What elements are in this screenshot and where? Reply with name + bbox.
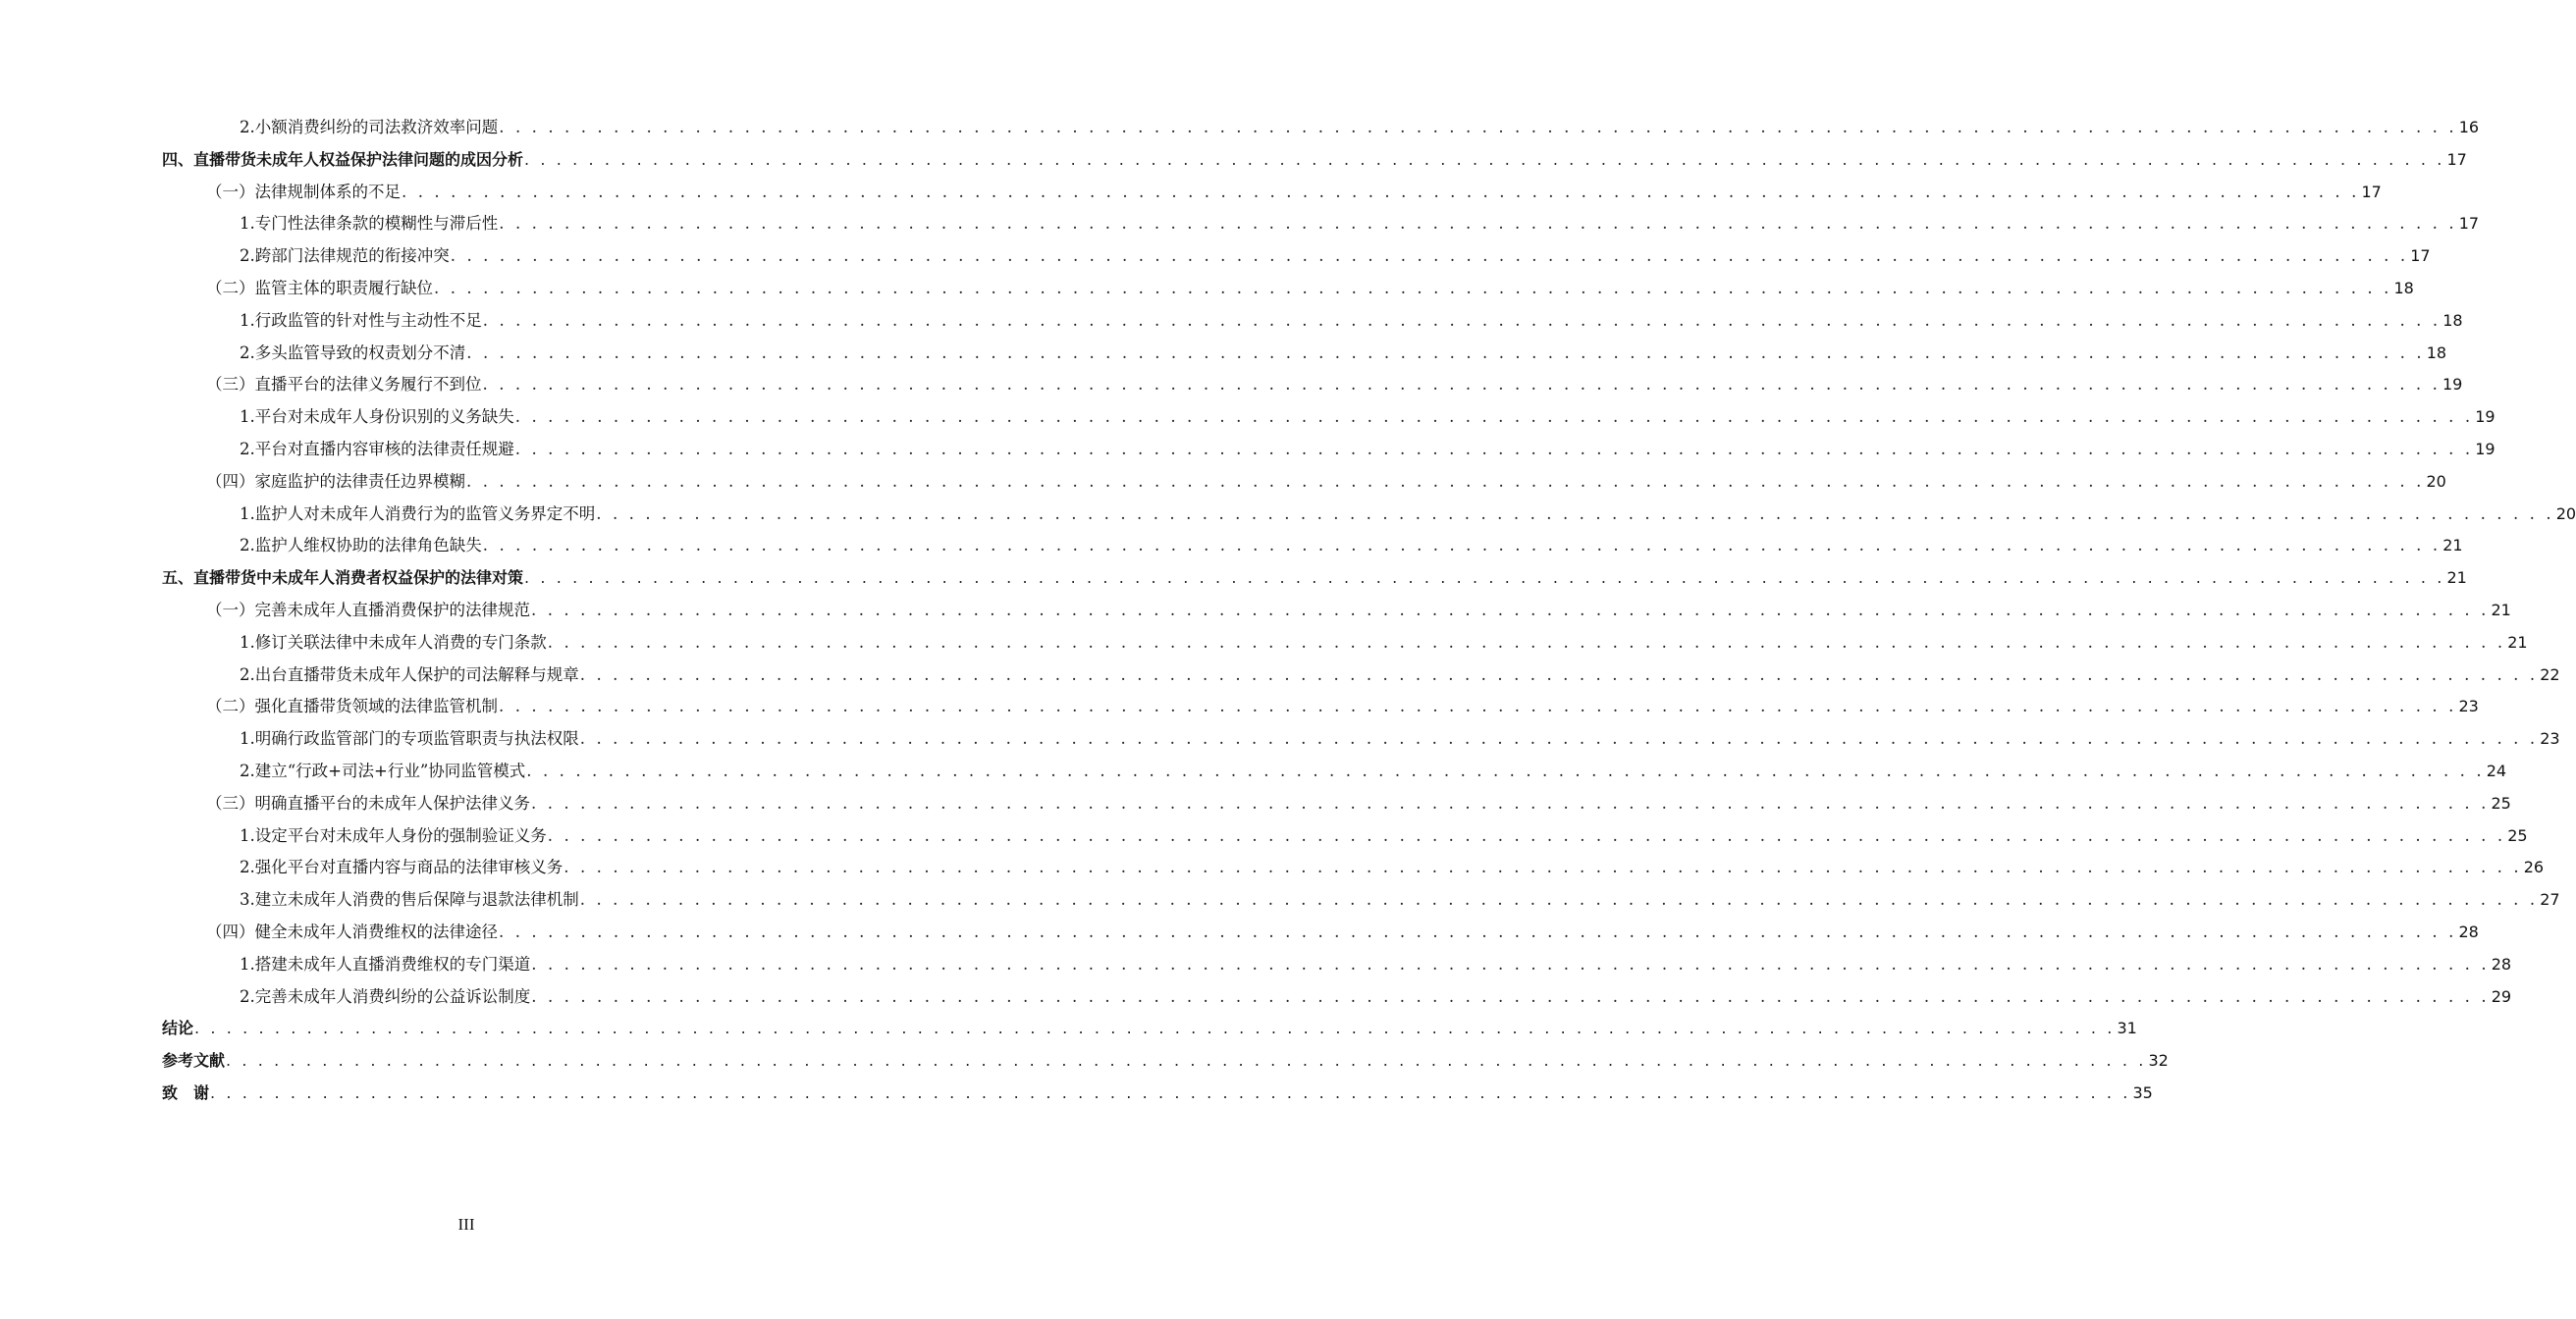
toc-dot-leader: . . . . . . . . . . . . . . . . . . . . . . . . . . . . . . . . . . . . . . . . . . . . . . . . . . . . . . . . . . . . . . . . . . . . . . . . . . . . . . . . . . . . . . . . . . . . . . . . . . . . . . . . . . . . . . . . . . . . . . . . [226, 1051, 2147, 1071]
toc-entry-title: 1.修订关联法律中未成年人消费的专门条款 [240, 632, 547, 652]
toc-dot-leader: . . . . . . . . . . . . . . . . . . . . . . . . . . . . . . . . . . . . . . . . . . . . . . . . . . . . . . . . . . . . . . . . . . . . . . . . . . . . . . . . . . . . . . . . . . . . . . . . . . . . . . . . . . . . . . . . . . . . . . . . [450, 246, 2409, 266]
toc-entry-title: 结论 [162, 1019, 194, 1038]
toc-entry[interactable] [240, 945, 2512, 975]
toc-entry-page-number: 25 [2507, 825, 2528, 845]
toc-entry-title: 1.监护人对未成年人消费行为的监管义务界定不明 [240, 503, 596, 523]
toc-entry-title: 2.小额消费纠纷的司法救济效率问题 [240, 118, 499, 136]
toc-dot-leader: . . . . . . . . . . . . . . . . . . . . . . . . . . . . . . . . . . . . . . . . . . . . . . . . . . . . . . . . . . . . . . . . . . . . . . . . . . . . . . . . . . . . . . . . . . . . . . . . . . . . . . . . . . . . . . . . . . . . . . . . [564, 858, 2522, 877]
toc-entry[interactable] [240, 430, 2496, 459]
toc-entry-page-number: 17 [2446, 149, 2467, 169]
toc-dot-leader: . . . . . . . . . . . . . . . . . . . . . . . . . . . . . . . . . . . . . . . . . . . . . . . . . . . . . . . . . . . . . . . . . . . . . . . . . . . . . . . . . . . . . . . . . . . . . . . . . . . . . . . . . . . . . . . . . . . . . . . . [547, 825, 2506, 845]
toc-entry-title: 1.平台对未成年人身份识别的义务缺失 [240, 407, 514, 427]
toc-entry[interactable] [240, 623, 2528, 653]
toc-dot-leader: . . . . . . . . . . . . . . . . . . . . . . . . . . . . . . . . . . . . . . . . . . . . . . . . . . . . . . . . . . . . . . . . . . . . . . . . . . . . . . . . . . . . . . . . . . . . . . . . . . . . . . . . . . . . . . . . . . . . . . . . [579, 664, 2539, 684]
toc-dot-leader: . . . . . . . . . . . . . . . . . . . . . . . . . . . . . . . . . . . . . . . . . . . . . . . . . . . . . . . . . . . . . . . . . . . . . . . . . . . . . . . . . . . . . . . . . . . . . . . . . . . . . . . . . . . . . . . . . . . . . . . . [514, 407, 2474, 427]
toc-entry-title: 五、直播带货中未成年人消费者权益保护的法律对策 [162, 568, 524, 588]
toc-dot-leader: . . . . . . . . . . . . . . . . . . . . . . . . . . . . . . . . . . . . . . . . . . . . . . . . . . . . . . . . . . . . . . . . . . . . . . . . . . . . . . . . . . . . . . . . . . . . . . . . . . . . . . . . . . . . . . . . . . . . . . . . [524, 568, 2445, 588]
toc-entry-title: 2.强化平台对直播内容与商品的法律审核义务 [240, 858, 564, 877]
toc-entry[interactable] [162, 1009, 2137, 1038]
toc-entry-page-number: 21 [2442, 536, 2463, 555]
toc-entry-page-number: 19 [2442, 375, 2463, 395]
toc-entry[interactable] [240, 719, 2560, 749]
toc-entry-page-number: 17 [2410, 246, 2431, 266]
toc-dot-leader: . . . . . . . . . . . . . . . . . . . . . . . . . . . . . . . . . . . . . . . . . . . . . . . . . . . . . . . . . . . . . . . . . . . . . . . . . . . . . . . . . . . . . . . . . . . . . . . . . . . . . . . . . . . . . . . . . . . . . . . . [482, 375, 2441, 395]
toc-entry-page-number: 21 [2446, 568, 2467, 588]
toc-entry-page-number: 22 [2540, 664, 2560, 684]
toc-dot-leader: . . . . . . . . . . . . . . . . . . . . . . . . . . . . . . . . . . . . . . . . . . . . . . . . . . . . . . . . . . . . . . . . . . . . . . . . . . . . . . . . . . . . . . . . . . . . . . . . . . . . . . . . . . . . . . . . . . . . . . . . [579, 890, 2539, 910]
toc-entry-title: 2.建立“行政+司法+行业”协同监管模式 [240, 762, 526, 780]
toc-entry-title: 2.完善未成年人消费纠纷的公益诉讼制度 [240, 986, 531, 1006]
toc-entry-page-number: 28 [2458, 923, 2479, 941]
toc-dot-leader: . . . . . . . . . . . . . . . . . . . . . . . . . . . . . . . . . . . . . . . . . . . . . . . . . . . . . . . . . . . . . . . . . . . . . . . . . . . . . . . . . . . . . . . . . . . . . . . . . . . . . . . . . . . . . . . . . . . . . . . . [466, 343, 2425, 362]
toc-dot-leader: . . . . . . . . . . . . . . . . . . . . . . . . . . . . . . . . . . . . . . . . . . . . . . . . . . . . . . . . . . . . . . . . . . . . . . . . . . . . . . . . . . . . . . . . . . . . . . . . . . . . . . . . . . . . . . . . . . . . . . . . [531, 986, 2490, 1006]
toc-entry[interactable] [162, 558, 2467, 588]
toc-entry[interactable] [206, 269, 2414, 298]
toc-entry-title: 2.出台直播带货未成年人保护的司法解释与规章 [240, 664, 579, 684]
toc-entry[interactable] [240, 108, 2480, 137]
toc-entry-title: （三）明确直播平台的未成年人保护法律义务 [206, 793, 530, 813]
toc-dot-leader: . . . . . . . . . . . . . . . . . . . . . . . . . . . . . . . . . . . . . . . . . . . . . . . . . . . . . . . . . . . . . . . . . . . . . . . . . . . . . . . . . . . . . . . . . . . . . . . . . . . . . . . . . . . . . . . . . . . . . . . . [531, 954, 2490, 974]
toc-entry-title: 2.平台对直播内容审核的法律责任规避 [240, 440, 514, 458]
toc-dot-leader: . . . . . . . . . . . . . . . . . . . . . . . . . . . . . . . . . . . . . . . . . . . . . . . . . . . . . . . . . . . . . . . . . . . . . . . . . . . . . . . . . . . . . . . . . . . . . . . . . . . . . . . . . . . . . . . . . . . . . . . . [482, 310, 2442, 330]
toc-entry[interactable] [206, 913, 2479, 942]
toc-dot-leader: . . . . . . . . . . . . . . . . . . . . . . . . . . . . . . . . . . . . . . . . . . . . . . . . . . . . . . . . . . . . . . . . . . . . . . . . . . . . . . . . . . . . . . . . . . . . . . . . . . . . . . . . . . . . . . . . . . . . . . . . [514, 440, 2474, 458]
toc-entry[interactable] [240, 848, 2545, 877]
toc-entry-page-number: 19 [2475, 407, 2496, 427]
toc-entry[interactable] [162, 1041, 2169, 1071]
toc-entry-page-number: 21 [2507, 632, 2528, 652]
toc-entry-title: 1.专门性法律条款的模糊性与滞后性 [240, 214, 499, 234]
toc-entry-page-number: 18 [2442, 310, 2463, 330]
toc-entry-page-number: 18 [2393, 279, 2414, 297]
toc-entry-title: 1.设定平台对未成年人身份的强制验证义务 [240, 825, 547, 845]
toc-entry-page-number: 23 [2540, 729, 2560, 749]
toc-entry[interactable] [206, 687, 2479, 716]
toc-entry-page-number: 23 [2458, 697, 2479, 716]
toc-dot-leader: . . . . . . . . . . . . . . . . . . . . . . . . . . . . . . . . . . . . . . . . . . . . . . . . . . . . . . . . . . . . . . . . . . . . . . . . . . . . . . . . . . . . . . . . . . . . . . . . . . . . . . . . . . . . . . . . . . . . . . . . [596, 503, 2554, 523]
toc-entry[interactable] [240, 817, 2528, 846]
toc-entry-title: （三）直播平台的法律义务履行不到位 [206, 375, 482, 395]
toc-dot-leader: . . . . . . . . . . . . . . . . . . . . . . . . . . . . . . . . . . . . . . . . . . . . . . . . . . . . . . . . . . . . . . . . . . . . . . . . . . . . . . . . . . . . . . . . . . . . . . . . . . . . . . . . . . . . . . . . . . . . . . . . [524, 149, 2445, 169]
toc-entry[interactable] [240, 204, 2480, 234]
toc-dot-leader: . . . . . . . . . . . . . . . . . . . . . . . . . . . . . . . . . . . . . . . . . . . . . . . . . . . . . . . . . . . . . . . . . . . . . . . . . . . . . . . . . . . . . . . . . . . . . . . . . . . . . . . . . . . . . . . . . . . . . . . . [499, 214, 2457, 234]
toc-entry[interactable] [206, 462, 2446, 492]
toc-entry-page-number: 20 [2555, 503, 2576, 523]
toc-entry[interactable] [162, 1074, 2153, 1103]
toc-dot-leader: . . . . . . . . . . . . . . . . . . . . . . . . . . . . . . . . . . . . . . . . . . . . . . . . . . . . . . . . . . . . . . . . . . . . . . . . . . . . . . . . . . . . . . . . . . . . . . . . . . . . . . . . . . . . . . . . . . . . . . . . [466, 471, 2425, 491]
toc-entry[interactable] [240, 237, 2431, 266]
toc-dot-leader: . . . . . . . . . . . . . . . . . . . . . . . . . . . . . . . . . . . . . . . . . . . . . . . . . . . . . . . . . . . . . . . . . . . . . . . . . . . . . . . . . . . . . . . . . . . . . . . . . . . . . . . . . . . . . . . . . . . . . . . . [499, 118, 2457, 136]
toc-entry[interactable] [206, 173, 2382, 202]
toc-entry[interactable] [206, 365, 2463, 395]
toc-entry-page-number: 19 [2475, 440, 2496, 458]
toc-dot-leader: . . . . . . . . . . . . . . . . . . . . . . . . . . . . . . . . . . . . . . . . . . . . . . . . . . . . . . . . . . . . . . . . . . . . . . . . . . . . . . . . . . . . . . . . . . . . . . . . . . . . . . . . . . . . . . . . . . . . . . . . [531, 793, 2490, 813]
toc-entry[interactable] [240, 526, 2463, 555]
toc-entry[interactable] [240, 977, 2512, 1007]
toc-entry[interactable] [206, 784, 2511, 814]
toc-entry[interactable] [162, 140, 2467, 170]
toc-entry-title: 参考文献 [162, 1051, 226, 1071]
toc-entry-title: （四）家庭监护的法律责任边界模糊 [206, 471, 465, 491]
toc-entry-page-number: 28 [2491, 954, 2512, 974]
toc-dot-leader: . . . . . . . . . . . . . . . . . . . . . . . . . . . . . . . . . . . . . . . . . . . . . . . . . . . . . . . . . . . . . . . . . . . . . . . . . . . . . . . . . . . . . . . . . . . . . . . . . . . . . . . . . . . . . . . . . . . . . . . . [434, 279, 2392, 297]
toc-entry-title: 1.搭建未成年人直播消费维权的专门渠道 [240, 954, 531, 974]
toc-entry-page-number: 26 [2523, 858, 2545, 877]
toc-dot-leader: . . . . . . . . . . . . . . . . . . . . . . . . . . . . . . . . . . . . . . . . . . . . . . . . . . . . . . . . . . . . . . . . . . . . . . . . . . . . . . . . . . . . . . . . . . . . . . . . . . . . . . . . . . . . . . . . . . . . . . . . [402, 182, 2360, 201]
toc-entry-title: 四、直播带货未成年人权益保护法律问题的成因分析 [162, 149, 524, 169]
toc-entry-title: （一）法律规制体系的不足 [206, 182, 401, 201]
toc-dot-leader: . . . . . . . . . . . . . . . . . . . . . . . . . . . . . . . . . . . . . . . . . . . . . . . . . . . . . . . . . . . . . . . . . . . . . . . . . . . . . . . . . . . . . . . . . . . . . . . . . . . . . . . . . . . . . . . . . . . . . . . . [482, 536, 2442, 555]
toc-entry[interactable] [240, 397, 2496, 427]
toc-entry[interactable] [240, 752, 2507, 781]
toc-entry[interactable] [240, 301, 2463, 331]
toc-dot-leader: . . . . . . . . . . . . . . . . . . . . . . . . . . . . . . . . . . . . . . . . . . . . . . . . . . . . . . . . . . . . . . . . . . . . . . . . . . . . . . . . . . . . . . . . . . . . . . . . . . . . . . . . . . . . . . . . . . . . . . . . [579, 729, 2539, 749]
toc-dot-leader: . . . . . . . . . . . . . . . . . . . . . . . . . . . . . . . . . . . . . . . . . . . . . . . . . . . . . . . . . . . . . . . . . . . . . . . . . . . . . . . . . . . . . . . . . . . . . . . . . . . . . . . . . . . . . . . . . . . . . . . . [531, 601, 2490, 619]
toc-entry-page-number: 32 [2148, 1051, 2169, 1071]
toc-dot-leader: . . . . . . . . . . . . . . . . . . . . . . . . . . . . . . . . . . . . . . . . . . . . . . . . . . . . . . . . . . . . . . . . . . . . . . . . . . . . . . . . . . . . . . . . . . . . . . . . . . . . . . . . . . . . . . . . . . . . . . . . [526, 762, 2485, 780]
toc-entry-title: （二）强化直播带货领域的法律监管机制 [206, 697, 498, 716]
toc-entry-title: 3.建立未成年人消费的售后保障与退款法律机制 [240, 890, 579, 910]
toc-entry[interactable] [206, 591, 2511, 620]
toc-entry-page-number: 24 [2486, 762, 2507, 780]
toc-entry-title: 致 谢 [162, 1083, 210, 1102]
toc-entry[interactable] [240, 495, 2576, 524]
toc-dot-leader: . . . . . . . . . . . . . . . . . . . . . . . . . . . . . . . . . . . . . . . . . . . . . . . . . . . . . . . . . . . . . . . . . . . . . . . . . . . . . . . . . . . . . . . . . . . . . . . . . . . . . . . . . . . . . . . . . . . . . . . . [499, 923, 2457, 941]
toc-entry-page-number: 18 [2426, 343, 2447, 362]
toc-entry[interactable] [240, 656, 2560, 685]
toc-entry-page-number: 17 [2458, 214, 2480, 234]
toc-entry-page-number: 27 [2540, 890, 2560, 910]
toc-entry[interactable] [240, 334, 2447, 363]
toc-entry-page-number: 20 [2426, 471, 2446, 491]
toc-entry-page-number: 35 [2132, 1083, 2153, 1102]
toc-entry-title: 2.跨部门法律规范的衔接冲突 [240, 246, 450, 266]
toc-entry-title: （四）健全未成年人消费维权的法律途径 [206, 923, 498, 941]
toc-entry-page-number: 21 [2491, 601, 2511, 619]
toc-entry-title: 1.行政监管的针对性与主动性不足 [240, 310, 482, 330]
toc-entry-title: 1.明确行政监管部门的专项监管职责与执法权限 [240, 729, 579, 749]
toc-dot-leader: . . . . . . . . . . . . . . . . . . . . . . . . . . . . . . . . . . . . . . . . . . . . . . . . . . . . . . . . . . . . . . . . . . . . . . . . . . . . . . . . . . . . . . . . . . . . . . . . . . . . . . . . . . . . . . . . . . . . . . . . [210, 1083, 2131, 1102]
toc-entry-page-number: 16 [2458, 118, 2480, 136]
toc-entry-title: （二）监管主体的职责履行缺位 [206, 279, 433, 297]
toc-entry-page-number: 25 [2491, 793, 2511, 813]
toc-dot-leader: . . . . . . . . . . . . . . . . . . . . . . . . . . . . . . . . . . . . . . . . . . . . . . . . . . . . . . . . . . . . . . . . . . . . . . . . . . . . . . . . . . . . . . . . . . . . . . . . . . . . . . . . . . . . . . . . . . . . . . . . [194, 1019, 2116, 1038]
toc-entry-title: 2.多头监管导致的权责划分不清 [240, 343, 466, 362]
toc-entry[interactable] [240, 880, 2560, 910]
toc-dot-leader: . . . . . . . . . . . . . . . . . . . . . . . . . . . . . . . . . . . . . . . . . . . . . . . . . . . . . . . . . . . . . . . . . . . . . . . . . . . . . . . . . . . . . . . . . . . . . . . . . . . . . . . . . . . . . . . . . . . . . . . . [547, 632, 2506, 652]
toc-entry-page-number: 29 [2491, 986, 2512, 1006]
toc-entry-title: （一）完善未成年人直播消费保护的法律规范 [206, 601, 530, 619]
toc-entry-page-number: 17 [2361, 182, 2382, 201]
page-number: III [457, 1215, 475, 1234]
toc-dot-leader: . . . . . . . . . . . . . . . . . . . . . . . . . . . . . . . . . . . . . . . . . . . . . . . . . . . . . . . . . . . . . . . . . . . . . . . . . . . . . . . . . . . . . . . . . . . . . . . . . . . . . . . . . . . . . . . . . . . . . . . . [499, 697, 2457, 716]
toc-entry-title: 2.监护人维权协助的法律角色缺失 [240, 536, 482, 555]
toc-entry-page-number: 31 [2117, 1019, 2137, 1038]
